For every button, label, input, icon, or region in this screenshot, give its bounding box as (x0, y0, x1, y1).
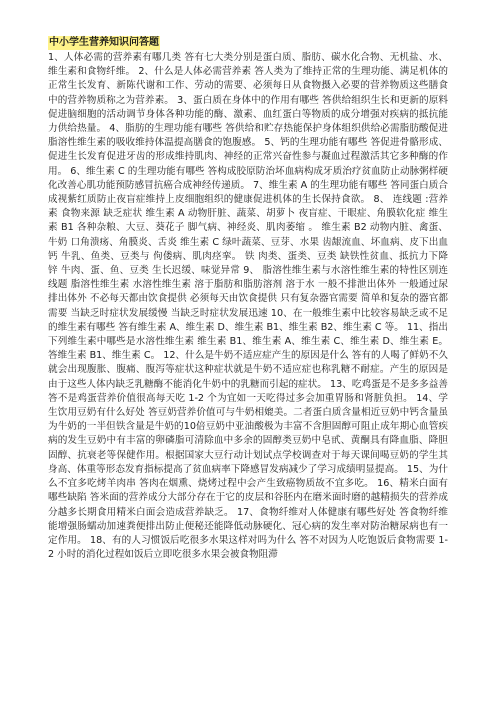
document-title: 中小学生营养知识问答题 (49, 37, 159, 48)
document-body: 1、人体必需的营养素有哪几类 答有七大类分别是蛋白质、脂肪、碳水化合物、无机盐、水、维生素和食物纤维。 2、什么是人体必需营养素 答人类为了维持正常的生理功能、满足机体的正常生长发育、新陈代谢和工作、劳动的需要、必须每日从食物摄入必要的营养物质这些膳食中的营养物质称之为营养素。 3、蛋白质在身体中的作用有哪些 答供给组织生长和更新的原料促进脑细胞的活动调节身体各种功能的酶、激素、血红蛋白等物质的成分增强对疾病的抵抗能力供给热量。 4、脂肪的生理功能有哪些 答供给和贮存热能保护身体组织供给必需脂肪酸促进脂溶性维生素的吸收维持体温提高膳食的饱腹感。 5、钙的生理功能有哪些 答促进骨骼形成、促进生长发育促进牙齿的形成维持肌肉、神经的正常兴奋性参与凝血过程激活其它多种酶的作用。 6、维生素 C 的生理功能有哪些 答构成胶原防治坏血病构成牙质治疗贫血防止动脉粥样硬化改善心肌功能预防感冒抗癌合成神经传递质。 7、维生素 A 的生理功能有哪些 答同蛋白质合成视紫红质防止夜盲症维持上皮细胞组织的健康促进机体的生长保持食欲。 8、 连线题 :营养素 食物来源 缺乏症状 维生素 A 动物肝脏、蔬菜、胡萝卜 夜盲症、干眼症、角膜软化症 维生素 B1 各种杂粮、大豆、葵花子 脚气病、神经炎、肌肉萎缩 。 维生素 B2 动物内脏、禽蛋、牛奶 口角溃疡、角膜炎、舌炎 维生素 C 绿叶蔬菜、豆芽、水果 齿龈流血、坏血病、皮下出血 钙 牛乳、鱼类、豆类与 佝偻病、肌肉痉挛。 铁 肉类、蛋类、豆类 缺铁性贫血、抵抗力下降 锌 牛肉、蛋、鱼、豆类 生长迟缓、味觉异常 9、 脂溶性维生素与水溶性维生素的特性区别连线题 脂溶性维生素 水溶性维生素 溶于脂肪和脂肪溶剂 溶于水 一般不排泄出体外 一般通过尿排出体外 不必每天都由饮食提供 必须每天由饮食提供 只有复杂器官需要 简单和复杂的器官都需要 当缺乏时症状发展缓慢 当缺乏时症状发展迅速 10、在一般维生素中比较容易缺乏或不足的维生素有哪些 答有维生素 A、维生素 D、维生素 B1、维生素 B2、维生素 C 等。 11、指出下列维生素中哪些是水溶性维生素 维生素 B1、维生素 A、维生素 C、维生素 D、维生素 E。 答维生素 B1、维生素 C。 12、什么是牛奶不适应症产生的原因是什么 答有的人喝了鲜奶不久就会出现腹胀、腹痛、腹泻等症状这种症状就是牛奶不适应症也称乳糖不耐症。产生的原因是由于这些人体内缺乏乳糖酶不能消化牛奶中的乳糖而引起的症状。 13、吃鸡蛋是不是多多益善 答不是鸡蛋营养价值很高每天吃 1-2 个为宜如一天吃得过多会加重胃肠和肾脏负担。 14、学生饮用豆奶有什么好处 答豆奶营养价值可与牛奶相媲美。二者蛋白质含量相近豆奶中钙含量虽为牛奶的一半但铁含量是牛奶的10倍豆奶中亚油酸极为丰富不含胆固醇可阻止成年期心血管疾病的发生豆奶中有丰富的卵磷脂可清除血中多余的固醇类豆奶中皂甙、黄酮具有降血脂、降胆固醇、抗衰老等保健作用。根据国家大豆行动计划试点学校调查对于每天课间喝豆奶的学生其身高、体重等形态发育指标提高了贫血病率下降感冒发病减少了学习成绩明显提高。 15、为什么不宜多吃烤羊肉串 答肉在烟熏、烧烤过程中会产生致癌物质故不宜多吃。 16、精米白面有哪些缺陷 答米面的营养成分大部分存在于它的皮层和谷胚内在磨米面时磨的越精损失的营养成分越多长期食用精米白面会造成营养缺乏。 17、食物纤维对人体健康有哪些好处 答食物纤维能增强肠蠕动加速粪便排出防止便秘还能降低动脉硬化、冠心病的发生率对防治糖尿病也有一定作用。 18、有的人习惯饭后吃很多水果这样对吗为什么 答不对因为人吃饱饭后食物需要 1-2 小时的消化过程如饭后立即吃很多水果会被食物阻滞 (48, 52, 448, 561)
document-page (48, 30, 448, 562)
